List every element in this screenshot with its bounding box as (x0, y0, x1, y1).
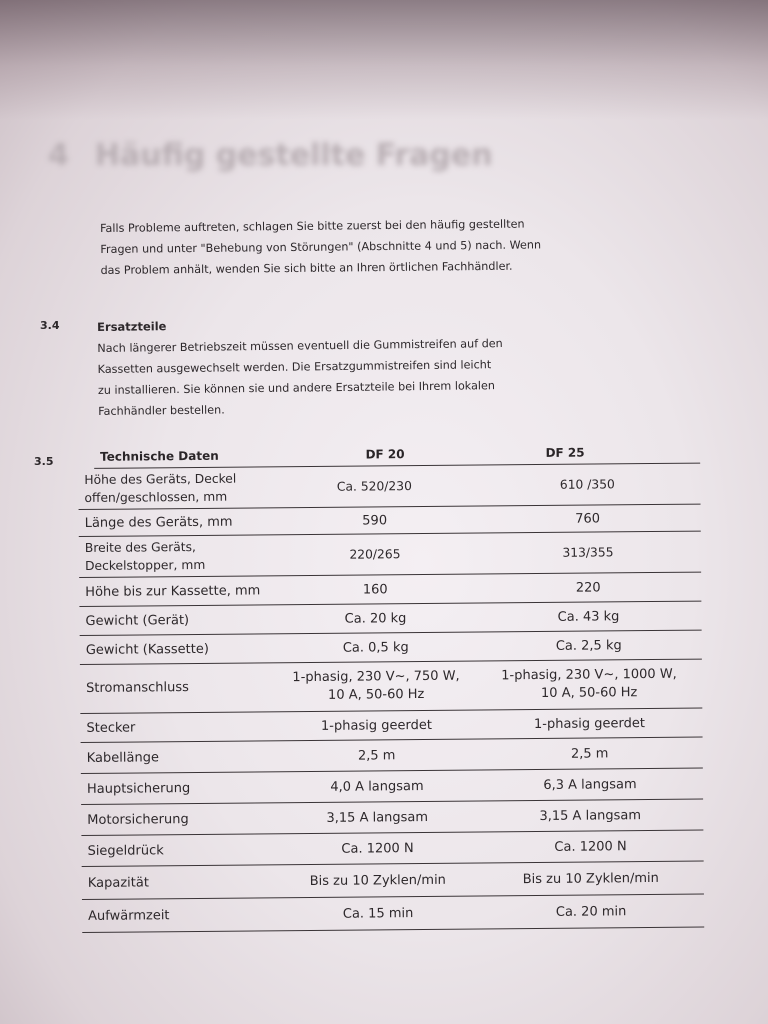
heading-number: 4 (48, 138, 69, 173)
row-label-line: Länge des Geräts, mm (84, 514, 233, 531)
cell-df20-line: Ca. 1200 N (341, 840, 414, 857)
cell-df20 (278, 905, 478, 922)
row-label-line: offen/geschlossen, mm (84, 489, 228, 505)
table-body (78, 464, 704, 933)
cell-df25-line: Ca. 2,5 kg (555, 637, 622, 654)
table-row (78, 464, 700, 510)
cell-df20-line: 2,5 m (357, 747, 396, 764)
cell-df20-line: Ca. 0,5 kg (342, 639, 409, 656)
row-label-line: Stromanschluss (86, 680, 189, 696)
cell-df20-line: Ca. 15 min (342, 905, 414, 922)
cell-df20-line: Ca. 520/230 (336, 479, 412, 494)
cell-df25 (477, 745, 703, 762)
row-label-line: Kapazität (87, 874, 149, 891)
cell-df25 (476, 637, 702, 654)
spare-parts-section (97, 311, 618, 422)
cell-df20 (275, 581, 475, 598)
cell-df25 (475, 608, 701, 625)
technical-data-table (78, 441, 704, 933)
cell-df20-line: 160 (362, 581, 388, 598)
cell-df25-line: 2,5 m (570, 745, 609, 762)
row-label-line: Breite des Geräts, (84, 539, 196, 555)
row-label (79, 612, 275, 629)
row-label (79, 514, 275, 531)
cell-df20-line: 220/265 (349, 547, 401, 562)
cell-df25 (477, 838, 703, 855)
row-label-line: Stecker (86, 720, 136, 736)
cell-df20-line: 1-phasig geerdet (320, 717, 432, 734)
spare-parts-line: Nach längerer Betriebszeit müssen eventuell die Gummistreifen auf den (97, 337, 503, 355)
row-label (81, 811, 277, 828)
cell-df20-line: 590 (362, 512, 388, 529)
cell-df25-line: 220 (575, 579, 601, 596)
row-label (80, 678, 276, 698)
cell-df25-line: 610 /350 (559, 477, 615, 492)
intro-line: Falls Probleme auftreten, schlagen Sie bitte zuerst bei den häufig gestellten (100, 217, 525, 235)
row-label (82, 907, 278, 924)
row-label-line: Aufwärmzeit (88, 907, 170, 924)
header-col-df25: DF 25 (545, 445, 585, 460)
cell-df20 (277, 840, 477, 857)
intro-line: Fragen und unter "Behebung von Störungen" (Abschnitte 4 und 5) nach. Wenn (100, 238, 542, 256)
header-col-df20: DF 20 (365, 447, 405, 462)
cell-df25-line: 3,15 A langsam (539, 807, 642, 824)
table-row (82, 895, 704, 933)
spare-parts-line: Kassetten ausgewechselt werden. Die Ersatzgummistreifen sind leicht (97, 358, 492, 376)
cell-df20 (277, 809, 477, 826)
cell-df20-line: 3,15 A langsam (326, 809, 429, 826)
section-number-spare-parts: 3.4 (40, 319, 60, 332)
cell-df20-line: 1-phasig, 230 V~, 750 W, (292, 668, 460, 686)
cell-df20 (276, 639, 476, 656)
cell-df20-line: 4,0 A langsam (330, 778, 424, 795)
row-label-line: Kabellänge (86, 749, 159, 766)
intro-paragraph (100, 212, 641, 281)
row-label (81, 780, 277, 797)
cell-df20-line: Ca. 20 kg (344, 610, 407, 627)
row-label-line: Siegeldrück (87, 842, 164, 859)
cell-df20 (275, 545, 475, 565)
row-label-line: Höhe bis zur Kassette, mm (85, 582, 261, 600)
photo-top-shadow (0, 0, 768, 120)
cell-df25 (475, 543, 701, 563)
row-label (81, 842, 277, 859)
cell-df25 (474, 475, 700, 495)
cell-df25 (477, 807, 703, 824)
table-row (80, 660, 702, 714)
table-row (79, 532, 701, 578)
row-label-line: Höhe des Geräts, Deckel (84, 471, 237, 487)
table-row (82, 862, 704, 900)
cell-df20 (275, 610, 475, 627)
cell-df20 (277, 747, 477, 764)
row-label (78, 469, 274, 507)
cell-df25-line: 10 A, 50-60 Hz (540, 685, 638, 701)
cell-df25 (475, 510, 701, 527)
cell-df20 (274, 477, 474, 497)
row-label (82, 874, 278, 891)
spare-parts-line: zu installieren. Sie können sie und andere Ersatzteile bei Ihrem lokalen (97, 379, 496, 397)
cell-df25-line: 1-phasig, 230 V~, 1000 W, (501, 666, 677, 684)
heading-title: Häufig gestellte Fragen (94, 138, 493, 173)
cell-df20-line: 10 A, 50-60 Hz (327, 686, 425, 703)
cell-df20 (275, 512, 475, 529)
cell-df25-line: 1-phasig geerdet (533, 715, 645, 732)
row-label-line: Hauptsicherung (86, 780, 191, 797)
row-label-line: Gewicht (Gerät) (85, 612, 190, 629)
cell-df25-line: Ca. 43 kg (557, 608, 620, 625)
row-label (80, 641, 276, 658)
cell-df25-line: 760 (575, 510, 601, 527)
spare-parts-title: Ersatzteile (97, 319, 167, 334)
blurred-section-heading (48, 138, 493, 173)
row-label-line: Motorsicherung (87, 811, 189, 828)
intro-line: das Problem anhält, wenden Sie sich bitte an Ihren örtlichen Fachhändler. (100, 259, 513, 277)
header-label: Technische Daten (100, 448, 219, 464)
row-label-line: Gewicht (Kassette) (85, 641, 209, 658)
cell-df25 (478, 870, 704, 887)
cell-df25-line: Bis zu 10 Zyklen/min (522, 870, 659, 887)
cell-df20 (276, 668, 476, 706)
cell-df25 (476, 715, 702, 732)
row-label (79, 537, 275, 575)
cell-df25 (475, 579, 701, 596)
cell-df20-line: Bis zu 10 Zyklen/min (309, 872, 446, 889)
row-label (80, 719, 276, 736)
cell-df25-line: 6,3 A langsam (543, 776, 637, 793)
section-number-specs: 3.5 (34, 455, 54, 468)
spare-parts-line: Fachhändler bestellen. (98, 403, 225, 418)
cell-df20 (277, 778, 477, 795)
row-label (79, 583, 275, 600)
row-label-line: Deckelstopper, mm (84, 557, 206, 573)
cell-df25-line: Ca. 1200 N (554, 838, 627, 855)
row-label (81, 749, 277, 766)
cell-df25 (476, 666, 702, 704)
cell-df25-line: 313/355 (562, 545, 614, 560)
cell-df25 (478, 903, 704, 920)
cell-df20 (276, 717, 476, 734)
cell-df25 (477, 776, 703, 793)
cell-df20 (278, 872, 478, 889)
cell-df25-line: Ca. 20 min (555, 903, 627, 920)
